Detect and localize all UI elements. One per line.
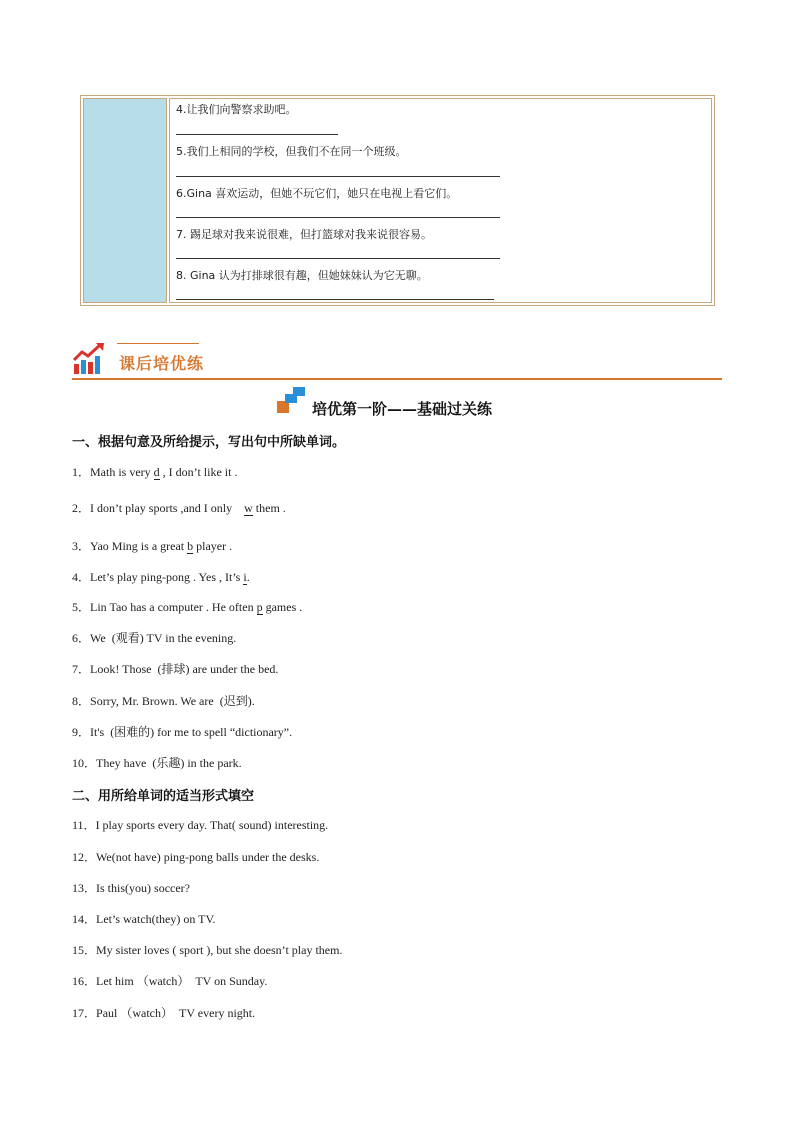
question-row: [72, 537, 232, 554]
question-number: 6．: [72, 631, 91, 645]
question-number: 17．: [72, 1006, 97, 1020]
question-row: [72, 629, 236, 646]
table-line-8: 8. Gina 认为打排球很有趣，但她妹妹认为它无聊。: [176, 269, 428, 282]
question-row: [72, 499, 286, 516]
question-text-after: player .: [193, 539, 233, 553]
table-line-5: 5.我们上相同的学校，但我们不在同一个班级。: [176, 145, 407, 158]
question-number: 10．: [72, 756, 97, 770]
answer-line-8[interactable]: [176, 299, 494, 300]
question-row: [72, 660, 278, 677]
question-row: [72, 568, 250, 585]
question-text-before: Yao Ming is a great: [90, 539, 188, 553]
question-text-after: (排球) are under the bed.: [154, 662, 279, 676]
question-text-before: Let’s watch: [96, 912, 152, 926]
question-number: 14．: [72, 912, 97, 926]
question-row: [72, 910, 216, 927]
section-title: 课后培优练: [119, 354, 205, 373]
question-number: 15．: [72, 943, 97, 957]
question-text-before: Let’s play ping-pong . Yes , It’s: [90, 570, 244, 584]
section-top-line: [117, 343, 199, 344]
question-text-before: They have: [96, 756, 150, 770]
question-text-after: (迟到).: [216, 694, 255, 708]
question-number: 16．: [72, 974, 97, 988]
question-text-before: Math is very: [90, 465, 154, 479]
question-text-after: （watch） TV on Sunday.: [136, 974, 268, 988]
stage-title: 培优第一阶——基础过关练: [312, 400, 493, 418]
question-row: [72, 692, 255, 709]
question-text-after: them .: [252, 501, 286, 515]
part2-heading: 二、用所给单词的适当形式填空: [72, 789, 255, 804]
question-text-after: （watch） TV every night.: [120, 1006, 256, 1020]
question-text-after: (乐趣) in the park.: [149, 756, 242, 770]
question-text-after: (they) on TV.: [151, 912, 216, 926]
question-text-before: My sister loves: [96, 943, 173, 957]
section-rule: [72, 378, 722, 380]
hint-letter: p: [256, 600, 263, 614]
question-text-after: games .: [262, 600, 303, 614]
question-row: [72, 816, 328, 833]
hint-letter: b: [187, 539, 194, 553]
question-text-before: We: [96, 850, 112, 864]
question-text-after: ( sound) interesting.: [231, 818, 329, 832]
translation-table: [80, 95, 715, 306]
hint-letter: d: [153, 465, 160, 479]
table-line-7: 7. 踢足球对我来说很难，但打篮球对我来说很容易。: [176, 228, 432, 241]
question-text-after: (you) soccer?: [125, 881, 190, 895]
question-text-after: , I don’t like it .: [159, 465, 238, 479]
question-number: 9．: [72, 725, 91, 739]
question-number: 11．: [72, 818, 96, 832]
question-row: [72, 879, 190, 896]
question-text-before: We: [90, 631, 109, 645]
question-text-before: Paul: [96, 1006, 121, 1020]
table-content-cell: [169, 98, 712, 303]
question-text-before: I don’t play sports ,and I only: [90, 501, 245, 515]
question-number: 2．: [72, 501, 91, 515]
answer-line-7[interactable]: [176, 258, 500, 259]
answer-line-6[interactable]: [176, 217, 500, 218]
question-number: 5．: [72, 600, 91, 614]
question-row: [72, 972, 267, 989]
question-row: [72, 598, 302, 615]
answer-line-4[interactable]: [176, 134, 338, 135]
question-text-before: Sorry, Mr. Brown. We are: [90, 694, 217, 708]
question-text-before: I play sports every day. That: [95, 818, 232, 832]
question-text-after: (观看) TV in the evening.: [108, 631, 237, 645]
question-text-after: ( sport ), but she doesn’t play them.: [172, 943, 343, 957]
question-text-after: .: [246, 570, 250, 584]
bar-chart-arrow-icon: [72, 342, 106, 376]
question-text-before: It's: [90, 725, 108, 739]
question-text-before: Look! Those: [90, 662, 155, 676]
table-line-6: 6.Gina 喜欢运动，但她不玩它们，她只在电视上看它们。: [176, 187, 458, 200]
question-text-before: Is this: [96, 881, 126, 895]
question-row: [72, 941, 342, 958]
question-row: [72, 463, 237, 480]
question-row: [72, 723, 292, 740]
table-line-4: 4.让我们向警察求助吧。: [176, 103, 297, 116]
question-number: 7．: [72, 662, 91, 676]
question-number: 1．: [72, 465, 91, 479]
question-number: 13．: [72, 881, 97, 895]
question-row: [72, 1004, 255, 1021]
question-text-before: Lin Tao has a computer . He often: [90, 600, 257, 614]
question-row: [72, 754, 242, 771]
steps-icon: [277, 387, 307, 413]
question-number: 3．: [72, 539, 91, 553]
question-text-before: Let him: [96, 974, 137, 988]
question-number: 8．: [72, 694, 91, 708]
answer-blank[interactable]: [244, 501, 253, 516]
hint-letter: w: [244, 501, 253, 515]
table-label-cell: [83, 98, 167, 303]
question-text-after: (困难的) for me to spell “dictionary”.: [107, 725, 293, 739]
hint-letter: i: [243, 570, 247, 584]
question-row: [72, 848, 319, 865]
question-number: 4．: [72, 570, 91, 584]
question-text-after: (not have) ping-pong balls under the desks.: [111, 850, 320, 864]
question-number: 12．: [72, 850, 97, 864]
part1-heading: 一、根据句意及所给提示，写出句中所缺单词。: [72, 435, 346, 450]
answer-line-5[interactable]: [176, 176, 500, 177]
